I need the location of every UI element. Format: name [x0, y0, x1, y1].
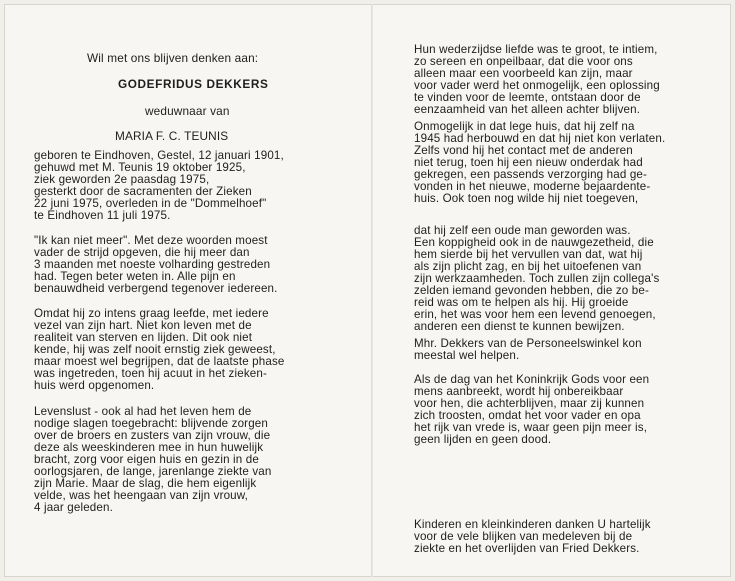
- paragraph-line: als zijn plicht zag, en bij het uitoefenen van: [414, 260, 642, 273]
- spouse-name: MARIA F. C. TEUNIS: [115, 129, 229, 143]
- paragraph-line: voor hen, die achterblijven, maar zij kunnen: [414, 397, 645, 410]
- paragraph-line: niet terug, toen hij een nieuw onderdak had: [414, 156, 643, 169]
- biography-line: 22 juni 1975, overleden in de "Dommelhoef": [34, 197, 267, 210]
- paragraph-line: zo sereen en onpeilbaar, dat die voor ons: [414, 55, 633, 68]
- paragraph-line: Mhr. Dekkers van de Personeelswinkel kon: [414, 337, 642, 350]
- paragraph-line: reid was om te helpen als hij. Hij groeide: [414, 296, 629, 309]
- paragraph-line: te vinden voor de leemte, ontstaan door de: [414, 91, 641, 104]
- paragraph-line: Levenslust - ook al had het leven hem de: [34, 405, 252, 418]
- biography-line: te Eindhoven 11 juli 1975.: [34, 209, 171, 222]
- closing-line: ziekte en het overlijden van Fried Dekkers.: [414, 542, 640, 555]
- paragraph-line: over de broers en zusters van zijn vrouw, die: [34, 429, 271, 442]
- intro-line: Wil met ons blijven denken aan:: [87, 51, 259, 65]
- paragraph-line: Hun wederzijdse liefde was te groot, te intiem,: [414, 43, 658, 56]
- paragraph-line: erin, het was voor hem een levend genoegen,: [414, 308, 656, 321]
- paragraph-line: had. Tegen beter weten in. Alle pijn en: [34, 270, 236, 283]
- paragraph-line: 1945 had herbouwd en dat hij niet kon verlaten.: [414, 132, 666, 145]
- paragraph-line: eenzaamheid van het alleen achter blijven.: [414, 103, 641, 116]
- paragraph-line: voor vader werd het onmogelijk, een oplossing: [414, 79, 660, 92]
- paragraph-line: alleen maar een voorbeeld kan zijn, maar: [414, 67, 633, 80]
- paragraph-line: Onmogelijk in dat lege huis, dat hij zelf na: [414, 120, 635, 133]
- paragraph-line: geen lijden en geen dood.: [414, 433, 552, 446]
- paragraph-line: zich troosten, omdat het voor vader en opa: [414, 409, 641, 422]
- paragraph-line: dat hij zelf een oude man geworden was.: [414, 224, 631, 237]
- paragraph-line: hem sierde bij het vervullen van dat, wat hij: [414, 248, 643, 261]
- paragraph-line: deze als weeskinderen mee in hun huwelijk: [34, 441, 264, 454]
- paragraph-line: nodige slagen toegebracht: blijvende zorgen: [34, 417, 268, 430]
- paragraph-line: vader de strijd opgeven, die hij meer dan: [34, 246, 250, 259]
- widower-of-line: weduwnaar van: [145, 104, 230, 118]
- paragraph-line: maar moest wel begrijpen, dat de laatste phase: [34, 355, 285, 368]
- paragraph-line: zijn werkzaamheden. Toch zullen zijn collega's: [414, 272, 660, 285]
- paragraph-line: anderen een dienst te kunnen bewijzen.: [414, 320, 625, 333]
- paragraph-line: gekregen, een passends verzorging had ge-: [414, 168, 648, 181]
- paragraph-line: Een koppigheid ook in de nauwgezetheid, die: [414, 236, 654, 249]
- paragraph-line: benauwdheid verbergend tegenover iedereen.: [34, 282, 278, 295]
- paragraph-line: vonden in het nieuwe, moderne bejaardente-: [414, 180, 651, 193]
- paragraph-line: Zelfs vond hij het contact met de anderen: [414, 144, 633, 157]
- deceased-name: GODEFRIDUS DEKKERS: [118, 77, 269, 91]
- closing-line: voor de vele blijken van medeleven bij de: [414, 530, 633, 543]
- paragraph-line: mens aanbreekt, wordt hij onbereikbaar: [414, 385, 624, 398]
- paragraph-line: 3 maanden met noeste volharding gestreden: [34, 258, 271, 271]
- paragraph-line: kende, hij was zelf nooit ernstig ziek geweest,: [34, 343, 276, 356]
- paragraph-line: 4 jaar geleden.: [34, 501, 113, 514]
- paragraph-line: oorlogsjaren, de lange, jarenlange ziekte van: [34, 465, 272, 478]
- paragraph-line: huis werd opgenomen.: [34, 379, 155, 392]
- biography-line: gesterkt door de sacramenten der Zieken: [34, 185, 252, 198]
- biography-line: geboren te Eindhoven, Gestel, 12 januari 1901,: [34, 149, 284, 162]
- memorial-card: [4, 4, 731, 577]
- paragraph-line: meestal wel helpen.: [414, 349, 520, 362]
- paragraph-line: velde, was het heengaan van zijn vrouw,: [34, 489, 249, 502]
- paragraph-line: vezel van zijn hart. Niet kon leven met de: [34, 319, 252, 332]
- paragraph-line: "Ik kan niet meer". Met deze woorden moest: [34, 234, 268, 247]
- paragraph-line: bracht, zorg voor eigen huis en gezin in de: [34, 453, 259, 466]
- closing-line: Kinderen en kleinkinderen danken U hartelijk: [414, 518, 651, 531]
- paragraph-line: het rijk van vrede is, waar geen pijn meer is,: [414, 421, 648, 434]
- biography-line: ziek geworden 2e paasdag 1975,: [34, 173, 210, 186]
- paragraph-line: was ingetreden, toen hij acuut in het zieken-: [34, 367, 267, 380]
- paragraph-line: zijn Marie. Maar de slag, die hem eigenlijk: [34, 477, 257, 490]
- biography-line: gehuwd met M. Teunis 19 oktober 1925,: [34, 161, 246, 174]
- paragraph-line: zelden iemand gevonden hebben, die zo be-: [414, 284, 649, 297]
- paragraph-line: realiteit van sterven en lijden. Dit ook niet: [34, 331, 253, 344]
- card-fold: [371, 4, 373, 577]
- paragraph-line: Als de dag van het Koninkrijk Gods voor een: [414, 373, 650, 386]
- paragraph-line: huis. Ook toen nog wilde hij niet toegeven,: [414, 192, 639, 205]
- paragraph-line: Omdat hij zo intens graag leefde, met iedere: [34, 307, 269, 320]
